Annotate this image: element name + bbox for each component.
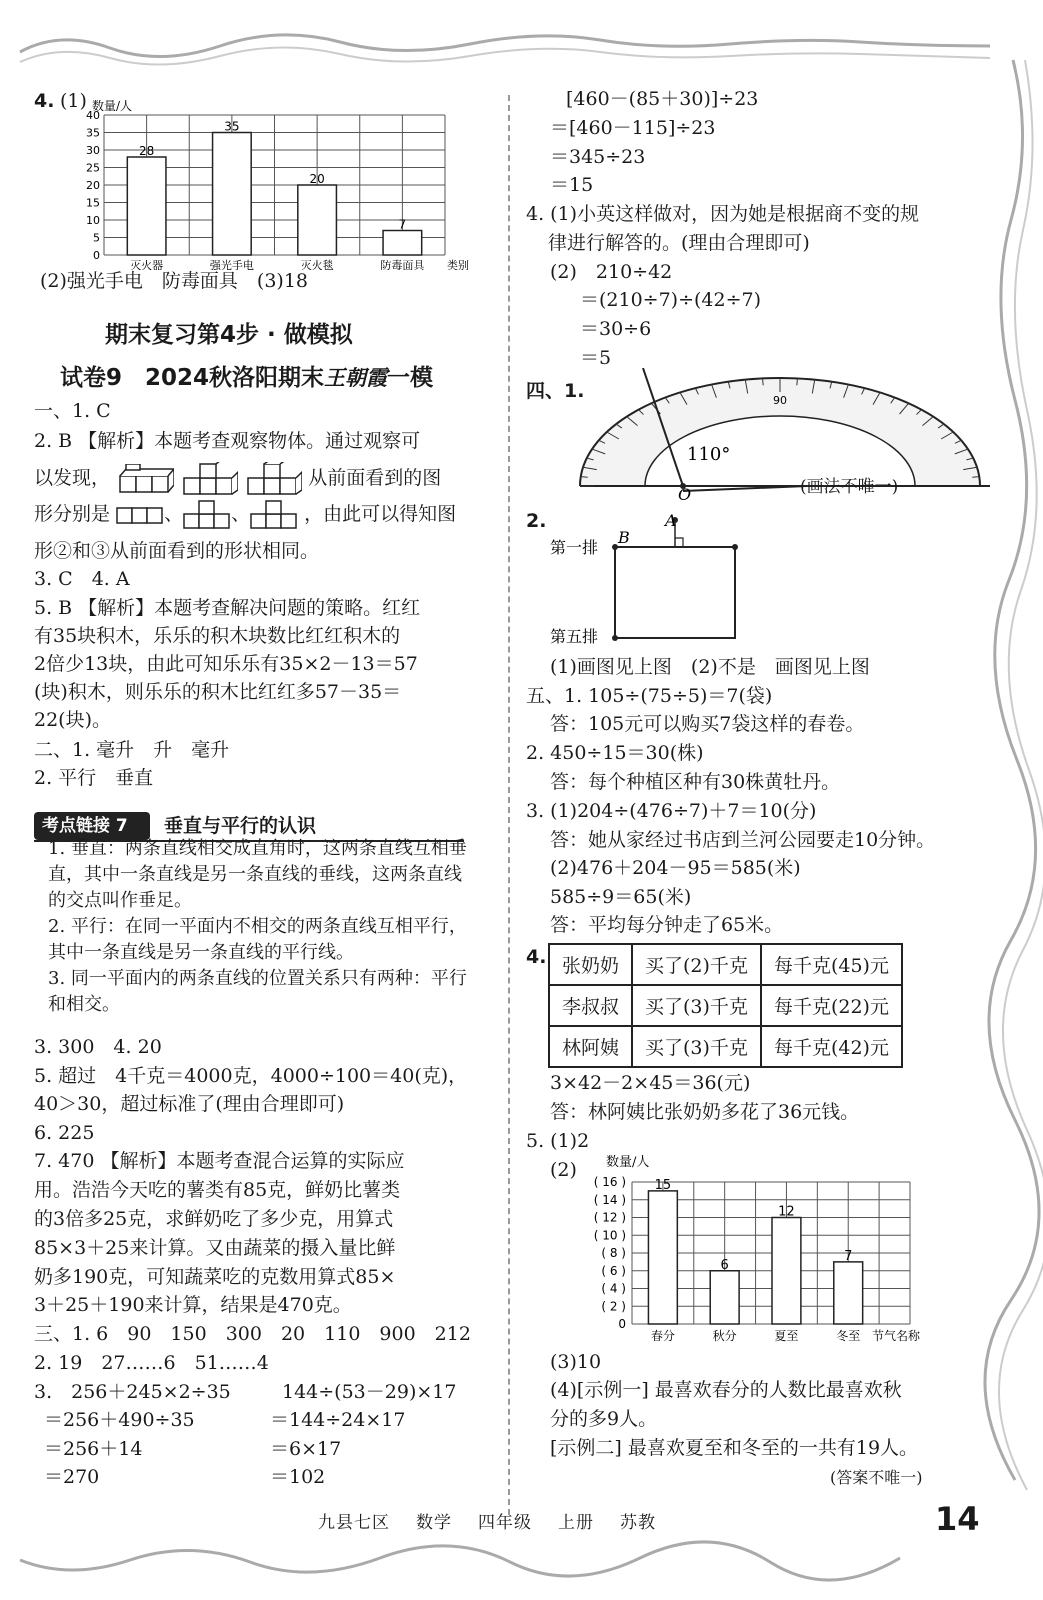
knowledge-point-2: 2. 平行：在同一平面内不相交的两条直线互相平行，其中一条直线是另一条直线的平行线。 <box>48 916 467 963</box>
answer-1-2-end: 形②和③从前面看到的形状相同。 <box>34 540 320 562</box>
answer-2-5a: 5. 超过 4千克＝4000克，4000÷100＝40(克)， <box>34 1065 468 1087</box>
table-cell: 每千克(42)元 <box>761 1026 902 1067</box>
bar-value-label: 7 <box>844 1248 853 1264</box>
y-tick-label: ( 10 ) <box>593 1228 626 1243</box>
y-tick-label: ( 2 ) <box>601 1299 626 1314</box>
answer-2-5b: 40＞30，超过标准了(理由合理即可) <box>34 1093 345 1115</box>
y-tick-label: ( 8 ) <box>601 1246 626 1260</box>
answer-3-2: 2. 19 27……6 51……4 <box>34 1352 269 1374</box>
row-1-label: 第一排 <box>550 538 599 557</box>
y-tick-label: 20 <box>86 179 100 192</box>
table-row <box>549 985 902 1026</box>
calc-2-line1: 144÷(53－29)×17 <box>282 1381 457 1403</box>
answer-1-2-cont <box>34 462 441 496</box>
answer-1-5b: 有35块积木，乐乐的积木块数比红红积木的 <box>34 625 401 647</box>
bar <box>298 185 337 255</box>
answer-r-5-4-ans: 答：林阿姨比张奶奶多花了36元钱。 <box>550 1101 860 1123</box>
front-view-2 <box>183 500 231 530</box>
bar <box>213 133 252 256</box>
calc-r-5: ＝(210÷7)÷(42÷7) <box>580 289 762 311</box>
cube-figure-3 <box>244 462 302 496</box>
answer-r-5-1-ans: 答：105元可以购买7袋这样的春卷。 <box>550 713 865 735</box>
x-tick-label: 冬至 <box>836 1329 861 1343</box>
row-5-label: 第五排 <box>550 627 599 646</box>
answer-r-4a: 4. (1)小英这样做对，因为她是根据商不变的规 <box>526 203 920 225</box>
calc-r-1: [460－(85＋30)]÷23 <box>566 88 759 110</box>
x-axis-label: 类别 <box>447 259 469 270</box>
x-tick-label: 灭火毯 <box>300 259 334 270</box>
y-tick-label: 25 <box>86 161 100 175</box>
answer-2-7f: 3＋25＋190来计算，结果是470克。 <box>34 1294 352 1316</box>
answer-1-1: 一、1. C <box>34 400 111 422</box>
bar <box>383 231 422 256</box>
text-fragment: 形分别是 <box>34 503 111 525</box>
answer-1-3: 3. C 4. A <box>34 568 130 590</box>
front-view-1 <box>116 504 164 526</box>
answer-note: (答案不唯一) <box>830 1468 923 1487</box>
protractor-tick <box>763 378 764 385</box>
answer-r-5-5-3: (3)10 <box>550 1351 602 1373</box>
answer-r-5-5-4a: (4)[示例一] 最喜欢春分的人数比最喜欢秋 <box>550 1379 902 1401</box>
calc-2-line2: ＝144÷24×17 <box>270 1409 406 1431</box>
y-tick-label: 0 <box>618 1317 626 1331</box>
answer-1-2: 2. B 【解析】本题考查观察物体。通过观察可 <box>34 430 421 452</box>
paper-title-suffix: 一模 <box>387 365 434 391</box>
y-tick-label: ( 12 ) <box>593 1210 626 1225</box>
footer-item: 九县七区 <box>318 1513 390 1533</box>
bar-chart-1 <box>60 100 480 270</box>
answer-r-5-1: 五、1. 105÷(75÷5)＝7(袋) <box>526 685 773 707</box>
right-border-decoration <box>983 0 1043 1600</box>
bar-value-label: 7 <box>398 217 407 232</box>
answer-1-5d: (块)积木，则乐乐的积木比红红多57－35＝ <box>34 681 402 703</box>
x-tick-label: 夏至 <box>774 1329 799 1343</box>
y-tick-label: ( 14 ) <box>593 1192 626 1207</box>
calc-2-line3: ＝6×17 <box>270 1438 342 1460</box>
text-fragment: 以发现， <box>34 467 111 489</box>
text-fragment: 从前面看到的图 <box>308 467 442 489</box>
answer-r-5-4-calc: 3×42－2×45＝36(元) <box>550 1072 751 1094</box>
answer-2-7b: 用。浩浩今天吃的薯类有85克，鲜奶比薯类 <box>34 1179 401 1201</box>
table-cell: 每千克(22)元 <box>761 985 902 1026</box>
seating-diagram <box>540 510 760 650</box>
point-b: B <box>618 528 630 547</box>
page-number: 14 <box>935 1500 980 1538</box>
answer-r-draw: (1)画图见上图 (2)不是 画图见上图 <box>550 656 870 678</box>
point-a: A <box>665 511 677 530</box>
top-border-decoration <box>0 0 1043 80</box>
answer-r-section4: 四、1. <box>526 380 585 402</box>
table-cell: 林阿姨 <box>549 1026 632 1067</box>
answer-2-7d: 85×3＋25来计算。又由蔬菜的摄入量比鲜 <box>34 1237 396 1259</box>
bar-chart-2 <box>570 1152 960 1347</box>
q4-number: 4. <box>34 90 55 112</box>
answer-r-5-2-ans: 答：每个种植区种有30株黄牡丹。 <box>550 771 841 793</box>
chart2-ylabel: 数量/人 <box>606 1155 650 1170</box>
calc-r-6: ＝30÷6 <box>580 318 652 340</box>
y-tick-label: ( 4 ) <box>601 1281 626 1296</box>
protractor-tick <box>797 378 798 385</box>
bar-value-label: 12 <box>778 1204 795 1220</box>
footer-item: 数学 <box>416 1513 452 1533</box>
calc-r-7: ＝5 <box>580 347 612 369</box>
y-tick-label: ( 6 ) <box>601 1263 626 1278</box>
protractor <box>575 368 995 503</box>
calc-1-line1: 3. 256＋245×2÷35 <box>34 1381 231 1403</box>
answer-r-4-2: (2) 210÷42 <box>550 261 673 283</box>
answer-2-7c: 的3倍多25克，求鲜奶吃了多少克，用算式 <box>34 1208 394 1230</box>
bar <box>710 1271 739 1324</box>
answer-r-4-2-num: 2. <box>526 510 547 532</box>
y-tick-label: 5 <box>93 231 100 245</box>
origin-label: O <box>678 485 692 503</box>
footer <box>318 1508 682 1533</box>
cube-figure-1 <box>116 464 174 494</box>
protractor-tick <box>972 477 979 478</box>
calc-r-3: ＝345÷23 <box>550 146 646 168</box>
protractor-note: (画法不唯一) <box>800 477 899 497</box>
table-row <box>549 944 902 985</box>
column-divider <box>508 95 510 1515</box>
calc-1-line3: ＝256＋14 <box>44 1438 143 1460</box>
bar <box>834 1262 863 1324</box>
angle-label: 110° <box>687 444 731 465</box>
q4-label: (1) <box>60 90 87 112</box>
calc-1-line2: ＝256＋490÷35 <box>44 1409 195 1431</box>
front-view-3 <box>250 500 298 530</box>
table-cell: 买了(3)千克 <box>632 1026 761 1067</box>
answer-r-4b: 律进行解答的。(理由合理即可) <box>548 232 810 254</box>
footer-item: 上册 <box>558 1513 594 1533</box>
y-tick-label: 30 <box>86 144 100 157</box>
answer-1-5a: 5. B 【解析】本题考查解决问题的策略。红红 <box>34 597 421 619</box>
y-tick-label: 35 <box>86 126 100 140</box>
y-tick-label: 15 <box>86 196 100 210</box>
answer-2-1: 二、1. 毫升 升 毫升 <box>34 739 230 761</box>
answer-r-5-4: 4. <box>526 946 547 968</box>
answer-2-2: 2. 平行 垂直 <box>34 767 154 789</box>
bar-value-label: 6 <box>720 1257 729 1273</box>
answer-r-5-5-4c: [示例二] 最喜欢夏至和冬至的一共有19人。 <box>550 1437 919 1459</box>
answer-1-5c: 2倍少13块，由此可知乐乐有35×2－13＝57 <box>34 653 418 675</box>
knowledge-point-3: 3. 同一平面内的两条直线的位置关系只有两种：平行和相交。 <box>48 968 467 1015</box>
x-tick-label: 防毒面具 <box>380 259 425 270</box>
text-fragment: ，由此可以得知图 <box>304 503 457 525</box>
paper-title-text: 试卷9 2024秋洛阳期末 <box>60 365 325 391</box>
bar <box>772 1218 801 1325</box>
answer-3-1: 三、1. 6 90 150 300 20 110 900 212 <box>34 1323 471 1345</box>
x-axis-label: 节气名称 <box>872 1329 921 1343</box>
answer-r-5-3: 3. (1)204÷(476÷7)＋7＝10(分) <box>526 800 817 822</box>
calc-r-2: ＝[460－115]÷23 <box>550 117 716 139</box>
answer-2-3: 3. 300 4. 20 <box>34 1036 162 1058</box>
answer-r-5-5-2: (2) <box>550 1159 577 1181</box>
section-title: 期末复习第4步 · 做模拟 <box>105 322 353 348</box>
table-row <box>549 1026 902 1067</box>
answer-r-5-5-4b: 分的多9人。 <box>550 1408 658 1430</box>
bar <box>648 1191 677 1324</box>
bar-value-label: 20 <box>309 172 325 186</box>
y-tick-label: ( 16 ) <box>593 1175 626 1189</box>
answer-2-6: 6. 225 <box>34 1122 95 1144</box>
table-cell: 李叔叔 <box>549 985 632 1026</box>
table-cell: 买了(2)千克 <box>632 944 761 985</box>
x-tick-label: 秋分 <box>712 1329 737 1343</box>
answer-r-5-3-ans2: 答：平均每分钟走了65米。 <box>550 914 784 936</box>
answer-r-5-2: 2. 450÷15＝30(株) <box>526 742 704 764</box>
answer-r-5-3-ans: 答：她从家经过书店到兰河公园要走10分钟。 <box>550 829 936 851</box>
footer-item: 苏教 <box>620 1513 656 1533</box>
answer-r-5-5: 5. (1)2 <box>526 1130 590 1152</box>
x-tick-label: 灭火器 <box>130 259 164 270</box>
answer-2-7a: 7. 470 【解析】本题考查混合运算的实际应 <box>34 1150 405 1172</box>
protractor-tick <box>581 477 588 478</box>
y-tick-label: 10 <box>86 214 100 227</box>
answer-r-5-3-2: (2)476＋204－95＝585(米) <box>550 857 801 879</box>
q4-part2: (2)强光手电 防毒面具 (3)18 <box>40 270 309 292</box>
calc-1-line4: ＝270 <box>44 1466 100 1488</box>
x-tick-label: 强光手电 <box>209 259 254 270</box>
table-cell: 张奶奶 <box>549 944 632 985</box>
separator: 、 <box>164 503 184 525</box>
purchase-table <box>548 943 903 1068</box>
paper-title <box>60 364 433 392</box>
protractor-top-label: 90 <box>773 394 787 407</box>
table-cell: 每千克(45)元 <box>761 944 902 985</box>
bar <box>127 157 166 255</box>
calc-r-4: ＝15 <box>550 174 594 196</box>
calc-2-line4: ＝102 <box>270 1466 326 1488</box>
bar-value-label: 35 <box>224 119 240 134</box>
knowledge-title: 垂直与平行的认识 <box>164 815 317 837</box>
answer-1-5e: 22(块)。 <box>34 709 112 731</box>
knowledge-point-1: 1. 垂直：两条直线相交成直角时，这两条直线互相垂直，其中一条直线是另一条直线的垂线，这两条直线的交点叫作垂足。 <box>48 838 467 911</box>
bar-value-label: 28 <box>138 144 155 158</box>
answer-r-5-3-calc: 585÷9＝65(米) <box>550 886 692 908</box>
chart1-ylabel: 数量/人 <box>92 100 133 113</box>
answer-1-2-cont2 <box>34 500 456 530</box>
knowledge-tag: 考点链接 7 <box>34 812 150 840</box>
footer-item: 四年级 <box>478 1513 532 1533</box>
table-cell: 买了(3)千克 <box>632 985 761 1026</box>
x-tick-label: 春分 <box>650 1329 675 1343</box>
paper-title-signature: 王朝霞 <box>324 365 388 390</box>
cube-figure-2 <box>180 462 238 496</box>
y-tick-label: 0 <box>93 249 100 262</box>
separator: 、 <box>231 503 251 525</box>
y-tick-label: 40 <box>86 109 100 122</box>
answer-2-7e: 奶多190克，可知蔬菜吃的克数用算式85× <box>34 1266 396 1288</box>
bar-value-label: 15 <box>654 1177 672 1193</box>
